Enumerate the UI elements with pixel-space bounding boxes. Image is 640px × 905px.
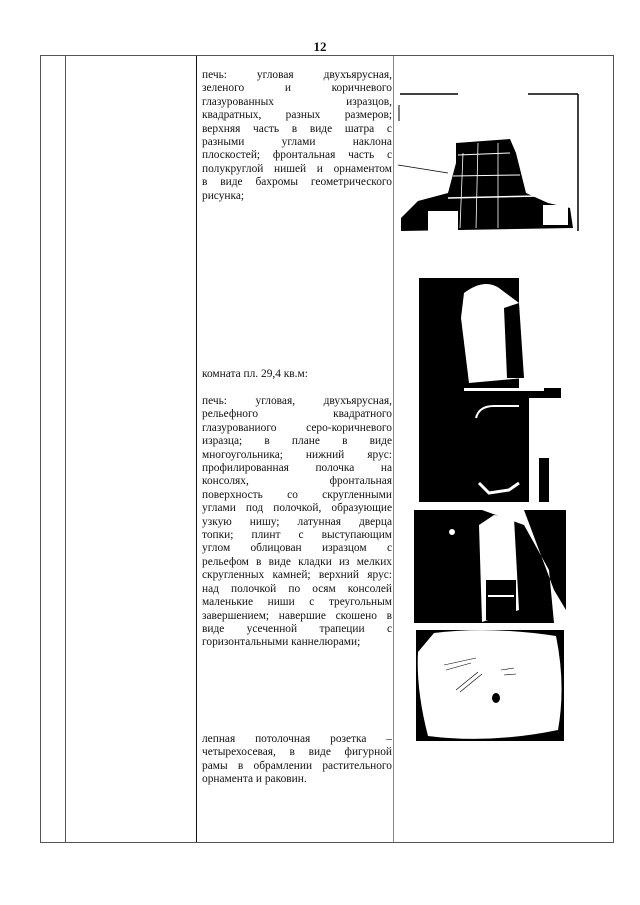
text-line: в виде бахромы геометрического	[202, 176, 392, 189]
photo-ceiling-rosette	[416, 630, 564, 741]
text-line: углами под полочкой, образующие	[202, 502, 392, 515]
text-line: углом облицован изразцом с	[202, 542, 392, 555]
text-line: профилированная полочка на	[202, 462, 392, 475]
stove-1-description	[202, 69, 392, 203]
room-heading	[202, 368, 392, 381]
text-line: консолях, фронтальная	[202, 475, 392, 488]
text-line: верхняя часть в виде шатра с	[202, 122, 392, 135]
stove-lower-tier-image	[414, 510, 566, 623]
text-line: виде усеченной трапеции с	[202, 622, 392, 635]
text-line: квадратных, разных размеров;	[202, 109, 392, 122]
text-line: над полочкой по осям консолей	[202, 582, 392, 595]
text-line: скругленных камней; верхний ярус:	[202, 569, 392, 582]
text-line: орнамента и раковин.	[202, 773, 307, 786]
text-line: печь: угловая двухъярусная,	[202, 69, 392, 81]
text-line: маленькие ниши с треугольным	[202, 596, 392, 609]
text-line: завершением; навершие скошено в	[202, 609, 392, 622]
text-line: топки; плинт с выступающим	[202, 529, 392, 542]
text-line: глазурованных изразцов,	[202, 95, 392, 108]
text-line: многоугольника; нижний ярус:	[202, 448, 392, 461]
text-line: плоскостей; фронтальная часть с	[202, 149, 392, 162]
stove-tent-image	[398, 93, 580, 233]
text-line: горизонтальными каннелюрами;	[202, 636, 361, 649]
column-divider-3	[393, 56, 394, 842]
ceiling-rosette-image	[416, 630, 564, 741]
text-line: изразца; в плане в виде	[202, 435, 392, 448]
column-divider-2	[196, 56, 197, 842]
text-line: рамы в обрамлении растительного	[202, 759, 392, 772]
photo-stove-tent-top	[398, 93, 580, 233]
text-line: печь: угловая, двухъярусная,	[202, 395, 392, 407]
stove-2-description	[202, 395, 392, 650]
text-line: рисунка;	[202, 189, 245, 202]
text-line: рельефом в виде кладки из мелких	[202, 555, 392, 568]
photo-stove-lower-tier	[414, 510, 566, 623]
text-line: узкую нишу; латунная дверца	[202, 515, 392, 528]
room-area-label: комната пл. 29,4 кв.м:	[202, 368, 308, 380]
text-line: рельефного квадратного	[202, 408, 392, 421]
text-line: зеленого и коричневого	[202, 82, 392, 95]
column-divider-1	[65, 56, 66, 842]
text-line: глазурованиого серо-коричневого	[202, 421, 392, 434]
photo-stove-two-tier	[419, 278, 561, 502]
text-line: полукруглой нишей и орнаментом	[202, 162, 392, 175]
stove-two-tier-image	[419, 278, 561, 502]
rosette-description	[202, 733, 392, 787]
text-line: поверхность со скругленными	[202, 488, 392, 501]
page-number: 12	[313, 39, 327, 54]
text-line: четырехосевая, в виде фигурной	[202, 746, 392, 759]
text-line: лепная потолочная розетка –	[202, 733, 392, 745]
text-line: разными углами наклона	[202, 136, 392, 149]
